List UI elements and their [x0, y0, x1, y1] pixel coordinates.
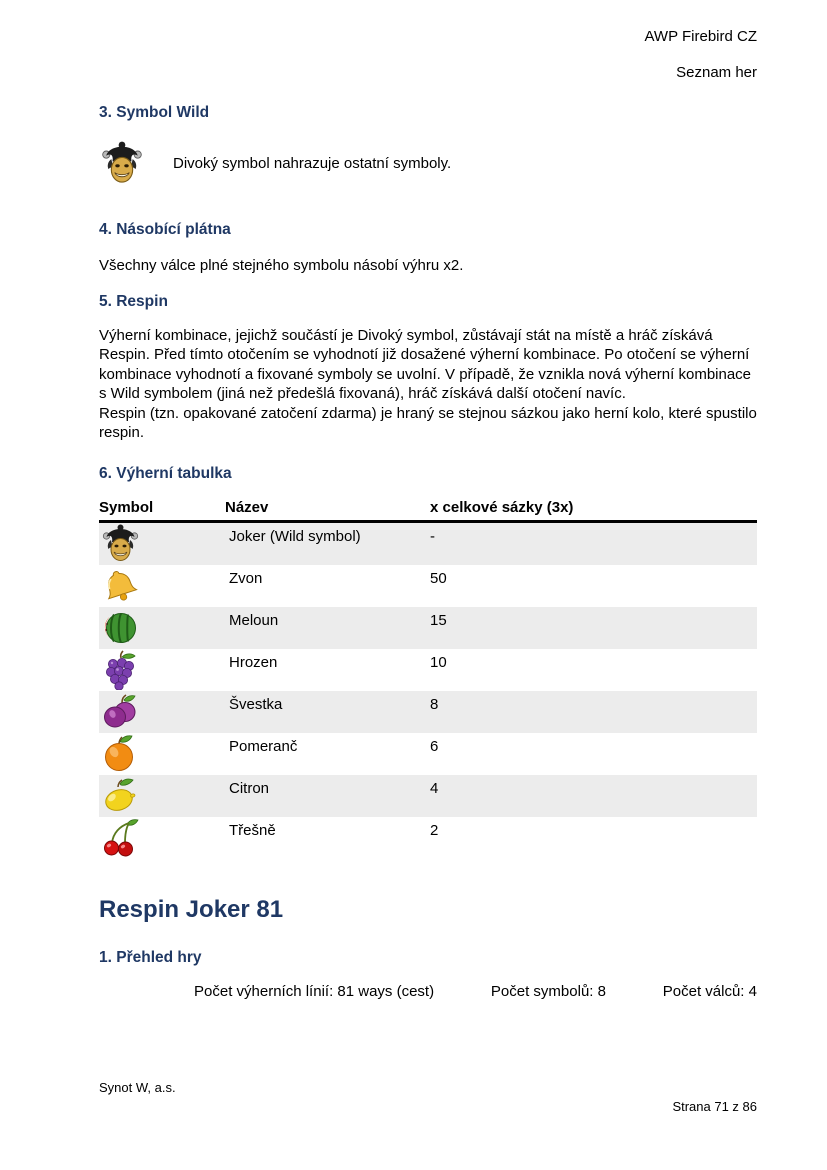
column-header-symbol: Symbol [99, 498, 154, 516]
symbol-multiplier: 4 [430, 779, 439, 797]
column-header-multiplier: x celkové sázky (3x) [430, 498, 574, 516]
symbol-name: Joker (Wild symbol) [229, 527, 361, 545]
symbol-name: Švestka [229, 695, 283, 713]
respin-paragraph-1: Výherní kombinace, jejichž součástí je Divoký symbol, zůstávají stát na místě a hráč získává Respin. Před tímto otočením se vyhodnotí již dosažené výherní kombinace. Po otočení se výherní kombinace vyhodnotí a fixované symboly se uvolní. V případě, že vznikla nová výherní kombinace s Wild symbolem (jiná než předešlá fixovaná), hráč získává další otočení navíc. [99, 326, 752, 402]
symbol-name: Zvon [229, 569, 263, 587]
symbol-name: Pomeranč [229, 737, 298, 755]
lemon-icon [100, 775, 141, 816]
symbol-multiplier: 10 [430, 653, 447, 671]
symbol-name: Citron [229, 779, 270, 797]
table-row [99, 733, 757, 775]
grapes-icon [100, 649, 141, 690]
header-title: AWP Firebird CZ [644, 28, 757, 45]
table-row [99, 607, 757, 649]
symbol-multiplier: 50 [430, 569, 447, 587]
section-heading-paytable: 6. Výherní tabulka [99, 464, 232, 482]
paytable [99, 499, 757, 859]
symbol-multiplier: - [430, 527, 435, 545]
joker-mask-icon [99, 140, 145, 186]
stat-reels: Počet válců: 4 [662, 982, 757, 1000]
wild-symbol-description: Divoký symbol nahrazuje ostatní symboly. [173, 154, 452, 172]
section-heading-respin: 5. Respin [99, 292, 168, 310]
document-header [99, 0, 757, 82]
joker-mask-icon [100, 523, 141, 564]
stat-symbols: Počet symbolů: 8 [490, 982, 606, 1000]
symbol-name: Hrozen [229, 653, 278, 671]
wild-symbol-row [99, 140, 757, 186]
symbol-multiplier: 15 [430, 611, 447, 629]
cherries-icon [100, 817, 141, 858]
bell-icon [100, 565, 141, 606]
table-row [99, 691, 757, 733]
table-row [99, 565, 757, 607]
column-header-name: Název [225, 498, 269, 516]
section-heading-overview: 1. Přehled hry [99, 948, 202, 966]
paytable-header-row [99, 499, 757, 523]
symbol-multiplier: 2 [430, 821, 439, 839]
table-row [99, 649, 757, 691]
table-row [99, 775, 757, 817]
section-heading-symbol-wild: 3. Symbol Wild [99, 104, 210, 121]
section-heading-multiplier: 4. Násobící plátna [99, 221, 231, 238]
footer-company: Synot W, a.s. [99, 1080, 176, 1095]
symbol-multiplier: 6 [430, 737, 439, 755]
table-row [99, 817, 757, 859]
symbol-multiplier: 8 [430, 695, 439, 713]
game-title: Respin Joker 81 [99, 895, 284, 923]
plum-icon [100, 691, 141, 732]
footer-page-number: Strana 71 z 86 [672, 1099, 757, 1114]
stat-lines: Počet výherních línií: 81 ways (cest) [194, 982, 435, 1000]
respin-paragraph-2: Respin (tzn. opakované zatočení zdarma) je hraný se stejnou sázkou jako herní kolo, které spustilo respin. [99, 404, 757, 441]
watermelon-icon [100, 607, 141, 648]
symbol-name: Třešně [229, 821, 276, 839]
table-row [99, 523, 757, 565]
multiplier-description: Všechny válce plné stejného symbolu násobí výhru x2. [99, 257, 464, 274]
game-stats-line [99, 983, 757, 1000]
header-subtitle: Seznam her [676, 64, 757, 81]
respin-paragraph [99, 326, 757, 443]
orange-icon [100, 733, 141, 774]
symbol-name: Meloun [229, 611, 279, 629]
